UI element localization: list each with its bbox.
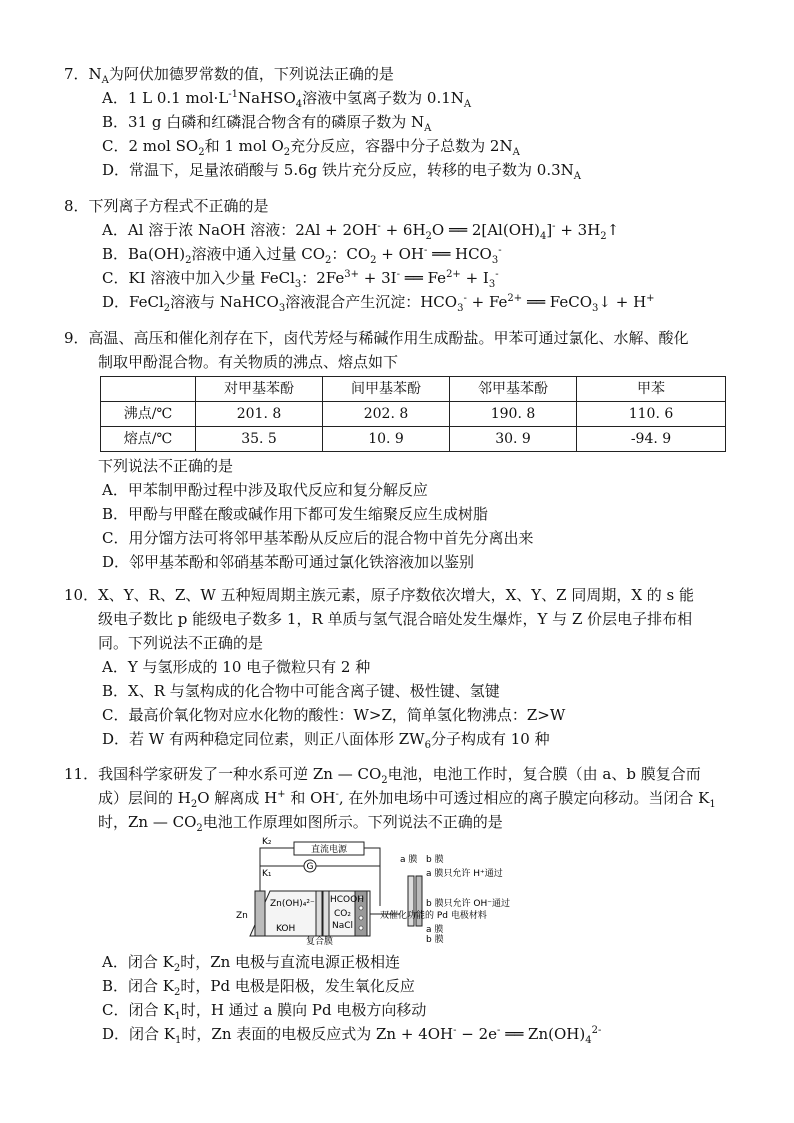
- question-9-stem-cont: 制取甲酚混合物。有关物质的沸点、熔点如下: [98, 353, 399, 371]
- question-10-option-d: D．若 W 有两种稳定同位素，则正八面体形 $ZW_6$分子构成有 10 种: [102, 730, 550, 751]
- table-header-cell: 间甲基苯酚: [323, 377, 450, 402]
- question-11-option-b: B．闭合 $K_2$时，Pd 电极是阳极，发生氧化反应: [102, 977, 415, 998]
- table-cell: 202. 8: [323, 402, 450, 427]
- a-membrane-label: a 膜: [400, 855, 418, 865]
- question-10-stem-cont: 级电子数比 p 能级电子数多 1，R 单质与氢气混合暗处发生爆炸，Y 与 Z 价层电子排布相: [98, 610, 693, 628]
- a-membrane-note: a 膜只允许 H⁺通过: [426, 869, 503, 879]
- question-11-option-c: C．闭合 $K_1$时，H 通过 a 膜向 Pd 电极方向移动: [102, 1001, 427, 1022]
- question-9-option-a: A．甲苯制甲酚过程中涉及取代反应和复分解反应: [102, 481, 428, 499]
- zincate-label: Zn(OH)₄²⁻: [270, 899, 315, 909]
- question-7-option-d: D．常温下，足量浓硝酸与 5.6g 铁片充分反应，转移的电子数为 $0.3N_A$: [102, 161, 582, 182]
- hcooh-label: HCOOH: [330, 895, 364, 905]
- b-membrane-label: b 膜: [426, 855, 444, 865]
- nacl-label: NaCl: [332, 921, 354, 931]
- table-cell: 110. 6: [577, 402, 726, 427]
- question-11-option-d: D．闭合 $K_1$时，Zn 表面的电极反应式为 Zn + 4OH- − 2e- ══ $Zn(OH)_4^{2-}$: [102, 1025, 602, 1046]
- table-header-cell: 邻甲基苯酚: [450, 377, 577, 402]
- composite-membrane-label: 复合膜: [306, 937, 334, 946]
- power-supply-label: 直流电源: [310, 845, 348, 855]
- switch-k2-label: K₂: [262, 837, 272, 847]
- table-cell: 10. 9: [323, 427, 450, 452]
- question-11-stem-cont: 成）层间的 $H_2O$ 解离成 H+ 和 OH-, 在外加电场中可透过相应的离子膜定向移动。当闭合 $K_1$: [98, 789, 716, 810]
- question-8-option-b: B．$Ba(OH)_2$溶液中通入过量 $CO_2$：$CO_2 + OH^-$ ══ $HCO_3^-$: [102, 245, 502, 266]
- table-cell: 沸点/℃: [101, 402, 196, 427]
- table-cell: -94. 9: [577, 427, 726, 452]
- question-7-option-c: C．2 mol $SO_2$和 1 mol $O_2$充分反应，容器中分子总数为 $2N_A$: [102, 137, 520, 158]
- question-9: [64, 326, 734, 574]
- question-9-ask: 下列说法不正确的是: [98, 457, 234, 475]
- properties-table: [100, 376, 726, 452]
- question-9-option-b: B．甲酚与甲醛在酸或碱作用下都可发生缩聚反应生成树脂: [102, 505, 489, 523]
- question-9-option-c: C．用分馏方法可将邻甲基苯酚从反应后的混合物中首先分离出来: [102, 529, 534, 547]
- question-11: [64, 762, 734, 834]
- battery-diagram: [230, 836, 560, 946]
- a-membrane-label-2: a 膜: [426, 925, 444, 935]
- table-cell: 熔点/℃: [101, 427, 196, 452]
- question-10-stem: 10．X、Y、R、Z、W 五种短周期主族元素，原子序数依次增大，X、Y、Z 同周期，X 的 s 能: [64, 586, 695, 604]
- table-cell: 190. 8: [450, 402, 577, 427]
- question-8-option-d: D．FeCl$_2$溶液与 NaHCO$_3$溶液混合产生沉淀：$HCO_3^- + Fe^{2+}$ ══ FeCO$_3$↓ + H+: [102, 293, 655, 314]
- b-membrane-note: b 膜只允许 OH⁻通过: [426, 899, 511, 909]
- question-11-stem: 11．我国科学家研发了一种水系可逆 Zn — $CO_2$电池，电池工作时，复合膜（由 a、b 膜复合而: [64, 765, 701, 786]
- b-membrane-label-2: b 膜: [426, 935, 444, 945]
- question-10-option-a: A．Y 与氢形成的 10 电子微粒只有 2 种: [102, 658, 371, 676]
- koh-label: KOH: [276, 924, 296, 934]
- question-8: [64, 194, 734, 314]
- question-10-option-b: B．X、R 与氢构成的化合物中可能含离子键、极性键、氢键: [102, 682, 500, 700]
- table-cell: 35. 5: [196, 427, 323, 452]
- table-header-row: [101, 377, 726, 402]
- table-cell: 201. 8: [196, 402, 323, 427]
- table-cell: 30. 9: [450, 427, 577, 452]
- question-11-options: [64, 950, 734, 1046]
- table-header-cell: [101, 377, 196, 402]
- question-7: [64, 62, 734, 182]
- question-10-option-c: C．最高价氧化物对应水化物的酸性：W>Z，简单氢化物沸点：Z>W: [102, 706, 566, 724]
- table-header-cell: 对甲基苯酚: [196, 377, 323, 402]
- co2-label: CO₂: [334, 909, 351, 919]
- question-11-option-a: A．闭合 $K_2$时，Zn 电极与直流电源正极相连: [102, 953, 401, 974]
- question-10: [64, 583, 734, 751]
- pd-electrode-note: 双催化功能的 Pd 电极材料: [380, 911, 487, 921]
- table-row: [101, 427, 726, 452]
- question-11-stem-cont2: 时，Zn — $CO_2$电池工作原理如图所示。下列说法不正确的是: [98, 813, 503, 834]
- table-header-cell: 甲苯: [577, 377, 726, 402]
- question-9-stem: 9．高温、高压和催化剂存在下，卤代芳烃与稀碱作用生成酚盐。甲苯可通过氯化、水解、酸化: [64, 329, 689, 347]
- question-8-option-c: C．KI 溶液中加入少量 FeCl$_3$：$2Fe^{3+} + 3I^-$ ══ $Fe^{2+} + I_3^-$: [102, 269, 499, 290]
- switch-k1-label: K₁: [262, 869, 272, 879]
- question-8-option-a: A．Al 溶于浓 NaOH 溶液：$2Al + 2OH^- + 6H_2O$ ══ $2[Al(OH)_4]^-$ + $3H_2↑$: [102, 221, 620, 242]
- question-7-option-b: B．31 g 白磷和红磷混合物含有的磷原子数为 $N_A$: [102, 113, 432, 134]
- zn-electrode-label: Zn: [236, 911, 248, 921]
- table-row: [101, 402, 726, 427]
- svg-text:G: G: [306, 862, 314, 872]
- question-9-option-d: D．邻甲基苯酚和邻硝基苯酚可通过氯化铁溶液加以鉴别: [102, 553, 475, 571]
- question-10-stem-cont2: 同。下列说法不正确的是: [98, 634, 264, 652]
- question-8-stem: 8．下列离子方程式不正确的是: [64, 197, 269, 215]
- question-7-option-a: A．1 L 0.1 $mol\cdot L^{-1}NaHSO_4$溶液中氢离子数为 $0.1N_A$: [102, 89, 472, 110]
- question-7-stem: 7．$N_A$为阿伏加德罗常数的值，下列说法正确的是: [64, 65, 394, 86]
